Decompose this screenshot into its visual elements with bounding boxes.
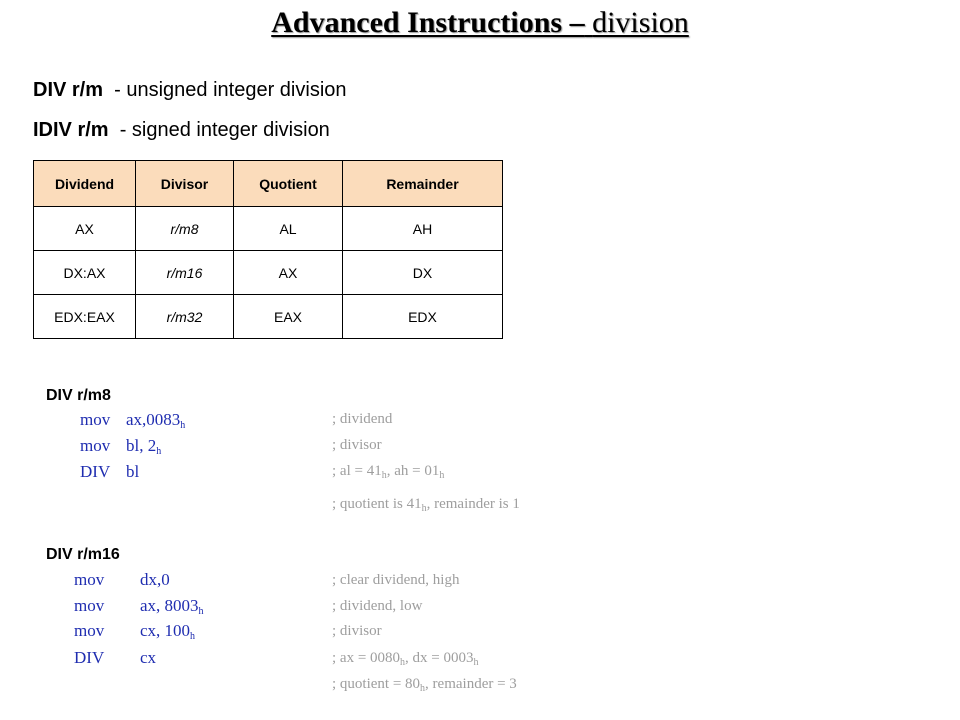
div-instruction-line xyxy=(33,79,347,102)
cell-quotient: EAX xyxy=(234,295,343,339)
code-opcode: DIV xyxy=(74,648,105,667)
code-opcode: mov xyxy=(74,596,105,615)
header-remainder: Remainder xyxy=(343,161,503,207)
header-divisor: Divisor xyxy=(136,161,234,207)
table-row xyxy=(34,295,503,339)
table-row xyxy=(34,251,503,295)
code-operand: cx xyxy=(140,648,157,667)
code-comment: ; divisor xyxy=(332,623,382,639)
table-header-row xyxy=(34,161,503,207)
code-comment: ; quotient = $80_h$, remainder = 3 xyxy=(332,676,517,694)
code-comment: ; al = $41_h$, ah = $01_h$ xyxy=(332,463,445,481)
code-operand: ax, $8003_h$ xyxy=(140,596,204,617)
cell-remainder: AH xyxy=(343,207,503,251)
code-comment: ; ax = $0080_h$, dx = $0003_h$ xyxy=(332,650,479,668)
cell-dividend: DX:AX xyxy=(34,251,136,295)
table-row xyxy=(34,207,503,251)
div-description: - unsigned integer division xyxy=(103,79,347,101)
div-mnemonic: DIV r/m xyxy=(33,79,104,101)
page-title: Advanced Instructions – division xyxy=(271,6,689,39)
code-opcode: mov xyxy=(74,621,105,640)
code-operand: bl, $2_h$ xyxy=(126,436,162,457)
idiv-instruction-line xyxy=(33,119,330,142)
code-comment: ; divisor xyxy=(332,437,382,453)
code-comment: ; dividend xyxy=(332,411,393,427)
cell-divisor: r/m8 xyxy=(136,207,234,251)
code-comment: ; clear dividend, high xyxy=(332,572,460,588)
cell-dividend: EDX:EAX xyxy=(34,295,136,339)
code-operand: bl xyxy=(126,462,140,481)
code-comment: ; dividend, low xyxy=(332,598,423,614)
cell-quotient: AX xyxy=(234,251,343,295)
code-opcode: mov xyxy=(80,410,111,429)
idiv-description: - signed integer division xyxy=(108,119,330,141)
division-operand-table xyxy=(33,160,503,339)
cell-quotient: AL xyxy=(234,207,343,251)
cell-dividend: AX xyxy=(34,207,136,251)
cell-remainder: DX xyxy=(343,251,503,295)
cell-divisor: r/m32 xyxy=(136,295,234,339)
cell-divisor: r/m16 xyxy=(136,251,234,295)
code-opcode: mov xyxy=(80,436,111,455)
header-quotient: Quotient xyxy=(234,161,343,207)
example-r-m8-header: DIV r/m8 xyxy=(46,387,111,404)
cell-remainder: EDX xyxy=(343,295,503,339)
code-operand: $ax,0083_h$ xyxy=(126,410,186,431)
code-opcode: mov xyxy=(74,570,105,589)
header-dividend: Dividend xyxy=(34,161,136,207)
code-operand: cx, $100_h$ xyxy=(140,621,196,642)
code-operand: dx,0 xyxy=(140,570,170,589)
code-opcode: DIV xyxy=(80,462,111,481)
idiv-mnemonic: IDIV r/m xyxy=(33,119,109,141)
example-r-m16-header: DIV r/m16 xyxy=(46,546,120,563)
code-comment: ; quotient is $41_h$, remainder is 1 xyxy=(332,496,520,514)
